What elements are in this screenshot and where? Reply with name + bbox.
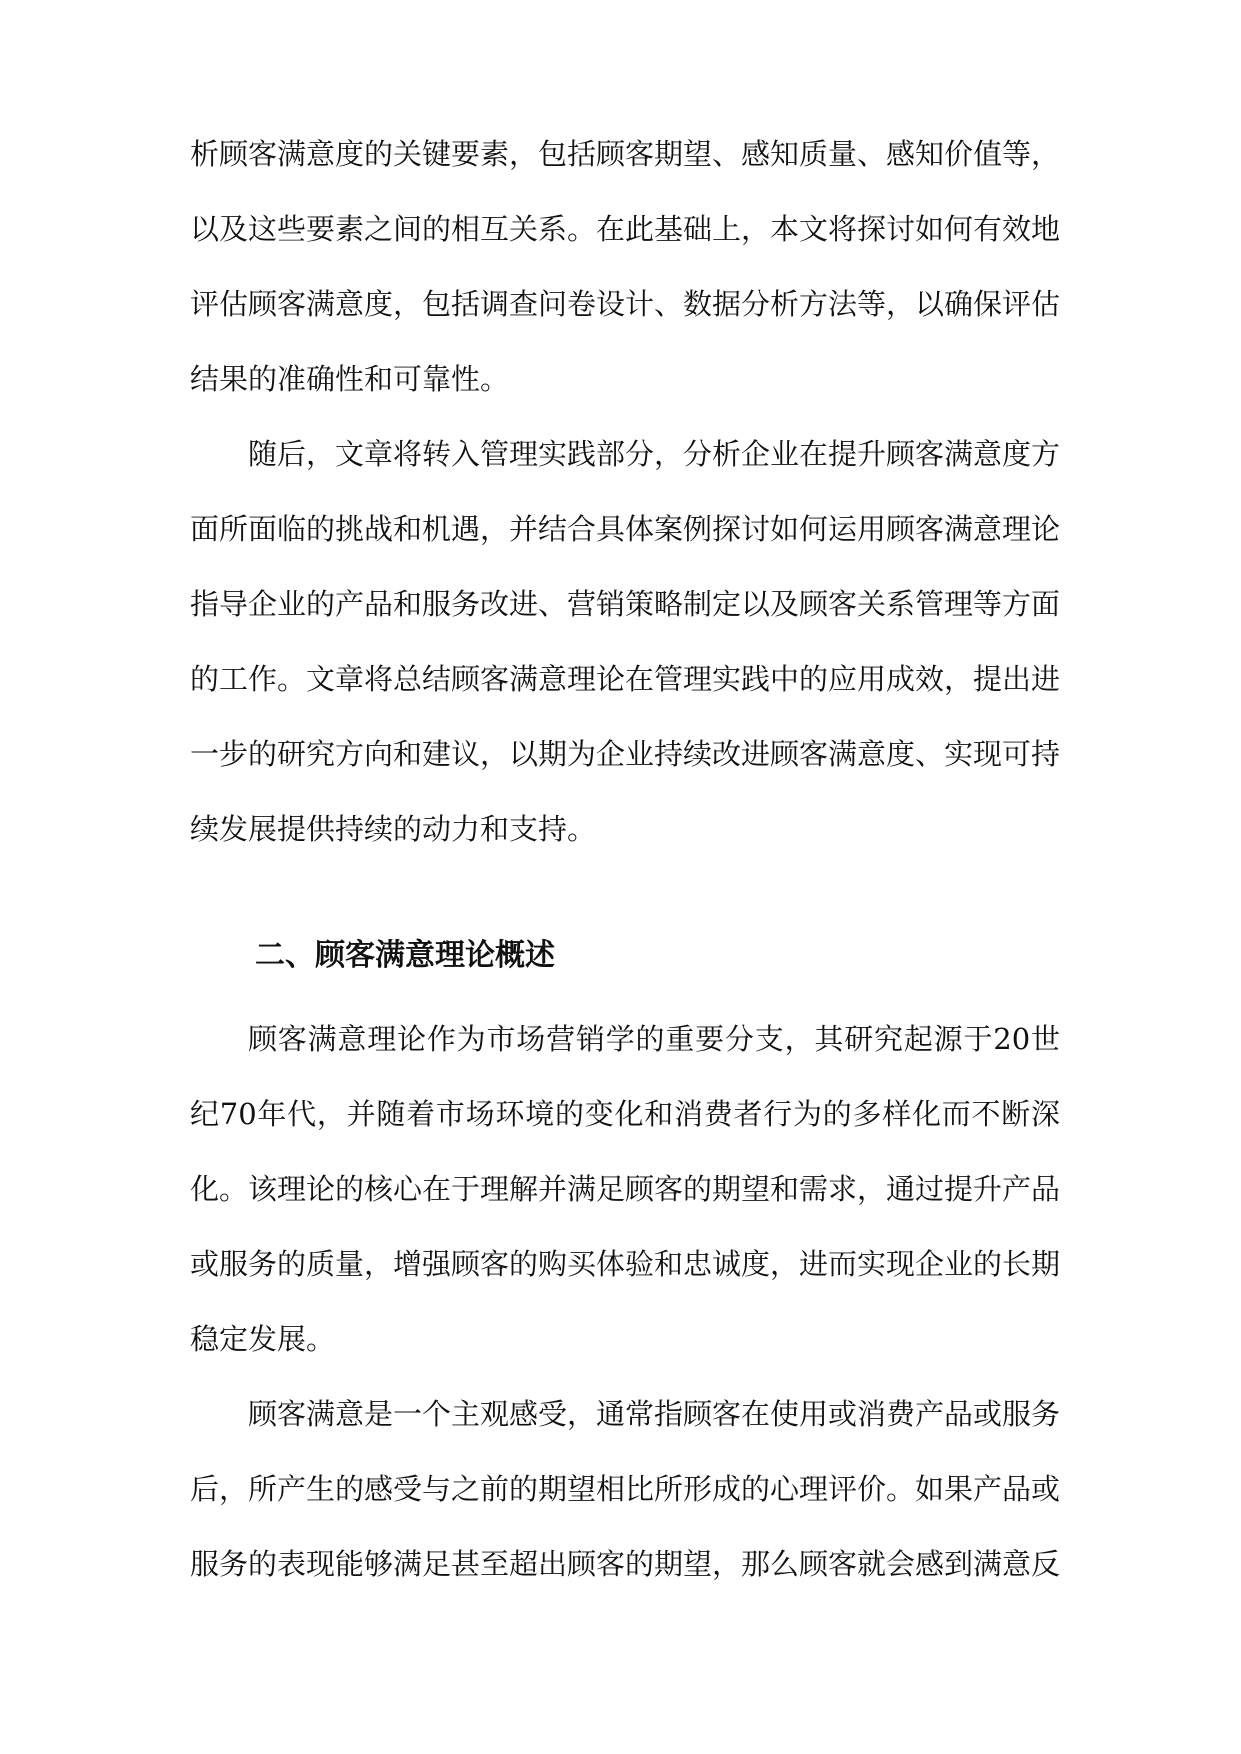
paragraph-line: 顾客满意理论作为市场营销学的重要分支，其研究起源于20世 [248,1022,1060,1056]
paragraph-line: 一步的研究方向和建议，以期为企业持续改进顾客满意度、实现可持 [190,737,1061,771]
paragraph-line: 化。该理论的核心在于理解并满足顾客的期望和需求，通过提升产品 [190,1172,1061,1206]
paragraph-line: 面所面临的挑战和机遇，并结合具体案例探讨如何运用顾客满意理论 [190,512,1061,546]
paragraph-line: 以及这些要素之间的相互关系。在此基础上，本文将探讨如何有效地 [190,212,1061,246]
paragraph-line: 或服务的质量，增强顾客的购买体验和忠诚度，进而实现企业的长期 [190,1247,1061,1281]
paragraph-line: 纪70年代，并随着市场环境的变化和消费者行为的多样化而不断深 [190,1097,1060,1131]
paragraph-line: 续发展提供持续的动力和支持。 [190,812,597,846]
paragraph-line: 后，所产生的感受与之前的期望相比所形成的心理评价。如果产品或 [190,1472,1061,1506]
paragraph-line: 的工作。文章将总结顾客满意理论在管理实践中的应用成效，提出进 [190,662,1061,696]
paragraph-line: 随后，文章将转入管理实践部分，分析企业在提升顾客满意度方 [248,437,1061,471]
paragraph-line: 稳定发展。 [190,1322,336,1356]
section-heading: 二、顾客满意理论概述 [255,938,555,973]
paragraph-line: 析顾客满意度的关键要素，包括顾客期望、感知质量、感知价值等， [190,137,1061,171]
paragraph-line: 结果的准确性和可靠性。 [190,362,510,396]
paragraph-line: 评估顾客满意度，包括调查问卷设计、数据分析方法等，以确保评估 [190,287,1061,321]
paragraph-line: 指导企业的产品和服务改进、营销策略制定以及顾客关系管理等方面 [190,587,1061,621]
paragraph-line: 服务的表现能够满足甚至超出顾客的期望，那么顾客就会感到满意反 [190,1547,1061,1581]
paragraph-line: 顾客满意是一个主观感受，通常指顾客在使用或消费产品或服务 [248,1397,1061,1431]
